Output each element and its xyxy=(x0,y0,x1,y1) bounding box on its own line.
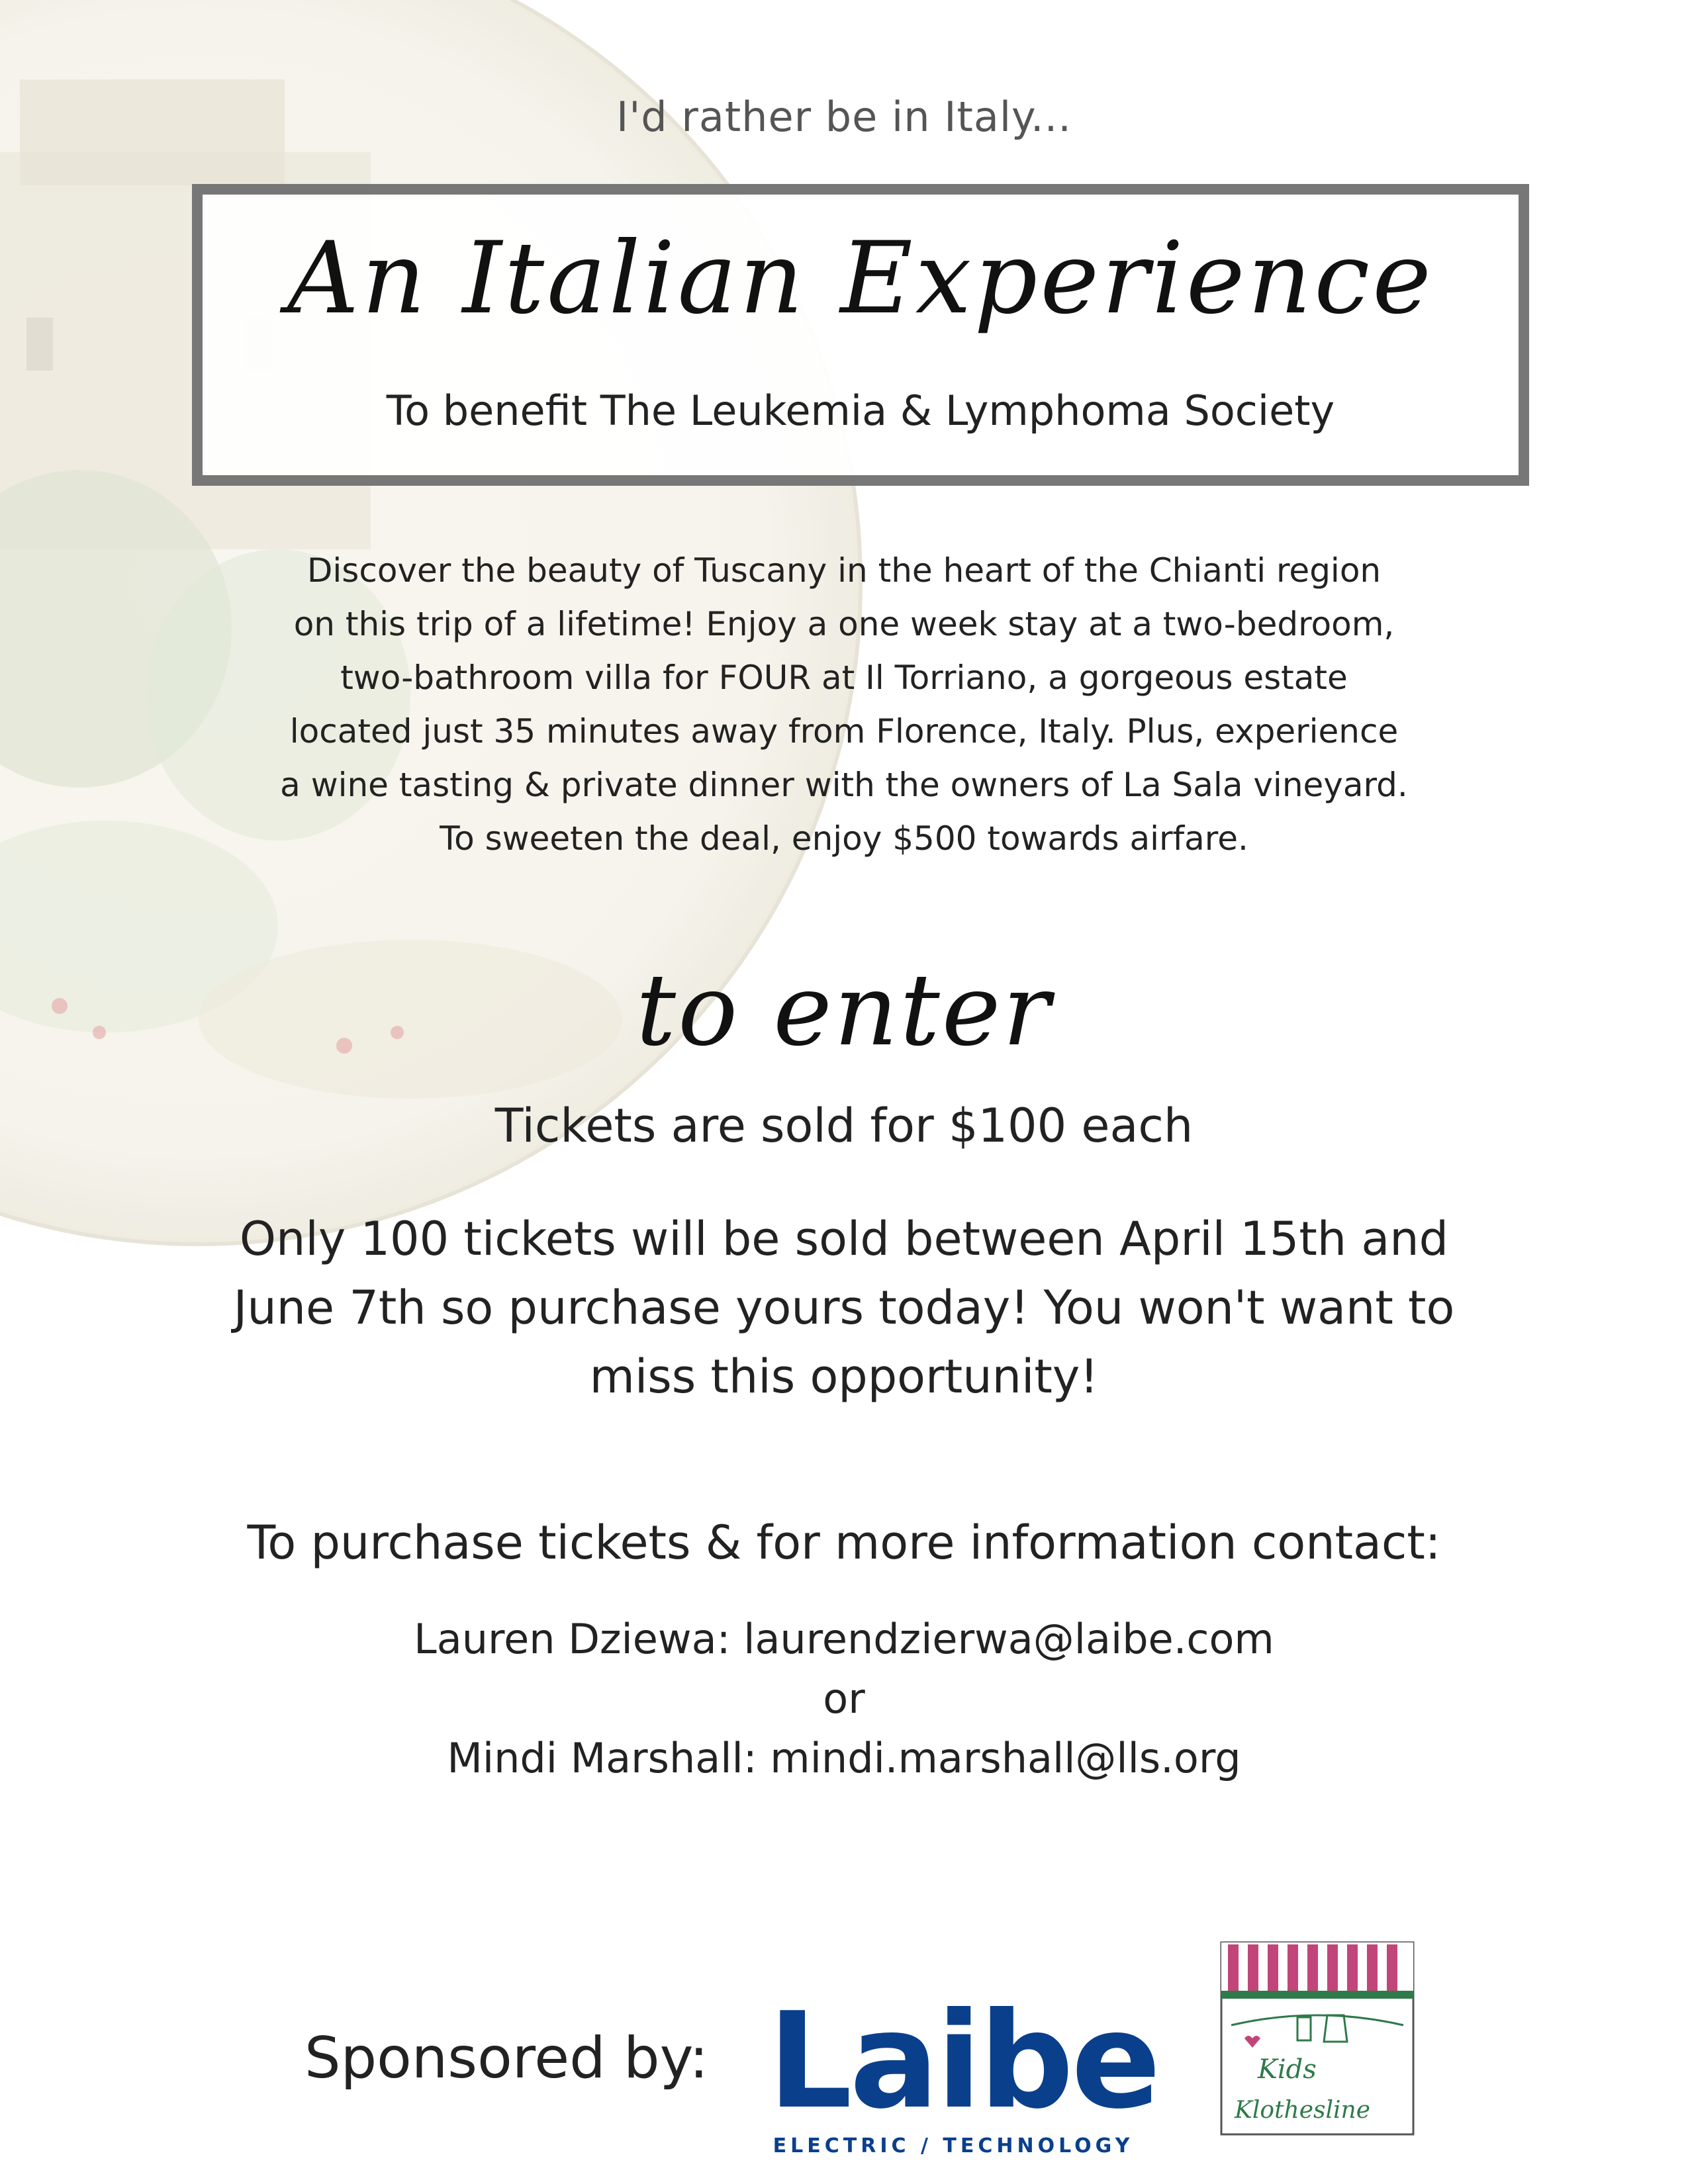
description-line: located just 35 minutes away from Florence, Italy. Plus, experience xyxy=(289,712,1399,751)
description-line: To sweeten the deal, enjoy $500 towards airfare. xyxy=(440,819,1248,858)
contact-heading: To purchase tickets & for more information contact: xyxy=(247,1516,1441,1570)
description-line: a wine tasting & private dinner with the owners of La Sala vineyard. xyxy=(280,766,1408,804)
event-title: An Italian Experience xyxy=(287,221,1434,336)
beneficiary-subtitle: To benefit The Leukemia & Lymphoma Society xyxy=(386,387,1335,435)
contact-separator: or xyxy=(823,1674,865,1723)
contact-lauren: Lauren Dziewa: laurendzierwa@laibe.com xyxy=(414,1615,1274,1663)
ticket-price: Tickets are sold for $100 each xyxy=(494,1099,1194,1153)
laibe-logo-tagline: ELECTRIC / TECHNOLOGY xyxy=(773,2134,1134,2158)
title-frame xyxy=(192,184,1529,486)
ticket-limit-line: Only 100 tickets will be sold between April 15th and xyxy=(239,1212,1449,1266)
ticket-limit-text xyxy=(165,1205,1523,1411)
tagline: I'd rather be in Italy... xyxy=(616,93,1072,141)
description-line: Discover the beauty of Tuscany in the heart of the Chianti region xyxy=(306,551,1382,590)
sponsored-by-label: Sponsored by: xyxy=(305,2025,709,2091)
kk-logo-line2: Klothesline xyxy=(1235,2097,1371,2124)
ticket-limit-line: miss this opportunity! xyxy=(589,1349,1099,1404)
to-enter-heading: to enter xyxy=(635,953,1053,1068)
description-line: on this trip of a lifetime! Enjoy a one week stay at a two-bedroom, xyxy=(293,605,1395,643)
description-line: two-bathroom villa for FOUR at Il Torriano, a gorgeous estate xyxy=(340,659,1348,697)
awning-stripes xyxy=(1221,1942,1413,1999)
contact-mindi: Mindi Marshall: mindi.marshall@lls.org xyxy=(447,1734,1241,1782)
ticket-limit-line: June 7th so purchase yours today! You won't want to xyxy=(233,1281,1455,1335)
kk-logo-line1: Kids xyxy=(1258,2054,1317,2085)
trip-description xyxy=(212,544,1476,866)
kids-klothesline-logo xyxy=(1218,1939,1417,2138)
laibe-logo-name: Laibe xyxy=(768,1984,1158,2138)
laibe-logo xyxy=(768,1984,1158,2171)
